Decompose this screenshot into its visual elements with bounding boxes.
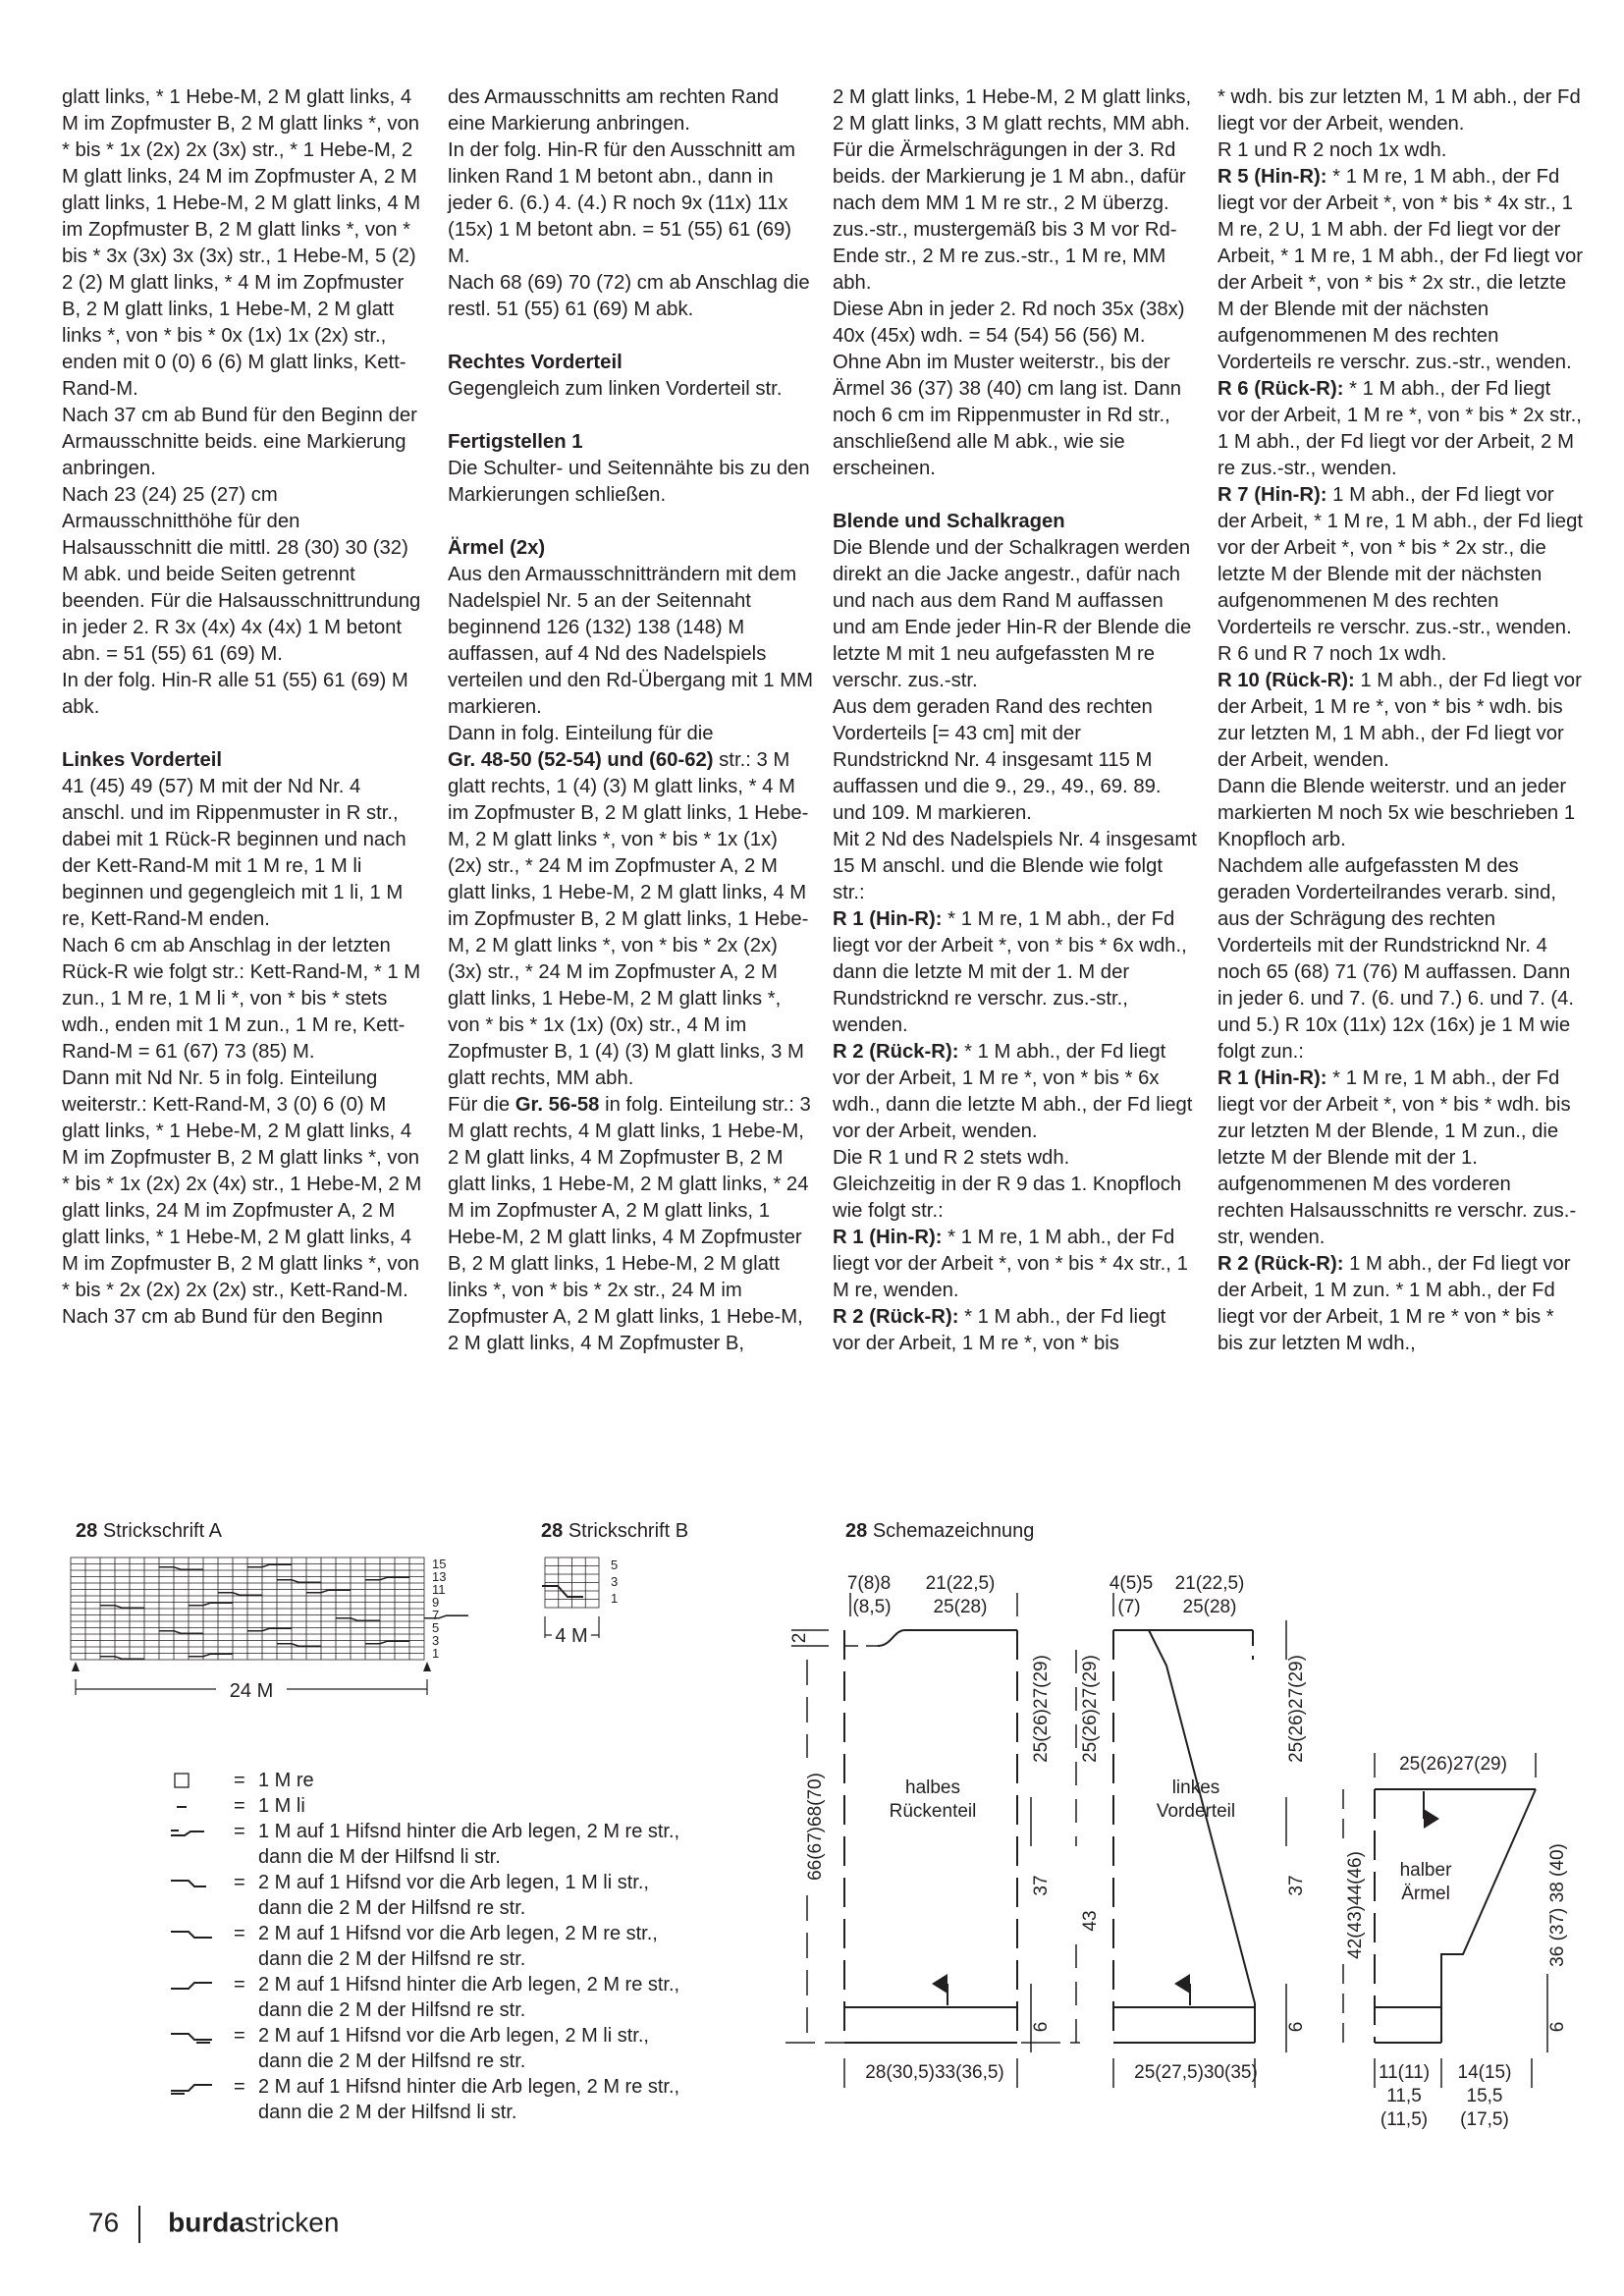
text-column-3 xyxy=(833,84,1198,1357)
cable-2-2-front-purl-icon xyxy=(165,2023,224,2049)
sleeve-bottom-b1: 14(15) xyxy=(1457,2062,1512,2083)
page-footer xyxy=(88,2206,339,2243)
paragraph: In der folg. Hin-R für den Ausschnitt am linken Rand 1 M betont abn., dann in jeder 6. (6.) 4. (4.) R noch 9x (11x) 11x (15x) 1 M betont abn. = 51 (55) 61 (69) M. xyxy=(448,139,795,267)
sleeve-bottom-a2: 11,5 xyxy=(1386,2086,1422,2106)
paragraph: Nach 37 cm ab Bund für den Beginn der Armausschnitte beids. eine Markierung anbringen. xyxy=(62,405,417,479)
paragraph: R 6 und R 7 noch 1x wdh. xyxy=(1218,643,1447,665)
chart-a-row-labels xyxy=(432,1557,446,1661)
paragraph: Gegengleich zum linken Vorderteil str. xyxy=(448,378,783,400)
row-label: 7 xyxy=(432,1608,440,1622)
text: in folg. Einteilung str.: 3 M glatt rechts, 4 M glatt links, 1 Hebe-M, 2 M glatt links, 4 M Zopfmuster B, 2 M glatt links, 1 Hebe-M, 2 M glatt links, * 24 M im Zopfmuster A, 2 M glatt links, 1 Hebe-M, 2 M glatt links, 4 M Zopfmuster B, 2 M glatt links, 1 Hebe-M, 2 M glatt links *, von * bis * 2x str., 24 M im Zopfmuster A, 2 M glatt links, 1 Hebe-M, 2 M glatt links, 4 M Zopfmuster B, xyxy=(448,1094,811,1354)
chart-b-title xyxy=(541,1520,688,1543)
paragraph: 41 (45) 49 (57) M mit der Nd Nr. 4 anschl. und im Rippenmuster in R str., dabei mit 1 Rück-R beginnen und nach der Kett-Rand-M mit 1 M re, 1 M li beginnen und gegengleich mit 1 li, 1 M re, Kett-Rand-M enden. xyxy=(62,776,406,930)
paragraph: Mit 2 Nd des Nadelspiels Nr. 4 insgesamt 15 M anschl. und die Blende wie folgt str.: xyxy=(833,829,1197,903)
paragraph: Aus den Armausschnitträndern mit dem Nadelspiel Nr. 5 an der Seitennaht beginnend 126 (132) 138 (148) M auffassen, auf 4 Nd des Nadelspiels verteilen und den Rd-Übergang mit 1 MM markieren. xyxy=(448,564,814,718)
brand-rest: stricken xyxy=(244,2207,340,2238)
row-label: 3 xyxy=(432,1633,440,1648)
text: Für die xyxy=(448,1094,515,1116)
front-width: 25(27,5)30(35) xyxy=(1134,2062,1258,2083)
figure-title: Schemazeichnung xyxy=(872,1520,1035,1542)
paragraph: Nach 6 cm ab Anschlag in der letzten Rück-R wie folgt str.: Kett-Rand-M, * 1 M zun., 1 M re, 1 M li *, von * bis * stets wdh., enden mit 1 M zun., 1 M re, Kett-Rand-M = 61 (67) 73 (85) M. xyxy=(62,935,421,1063)
figure-number: 28 xyxy=(845,1520,868,1542)
paragraph: Nach 68 (69) 70 (72) cm ab Anschlag die restl. 51 (55) 61 (69) M abk. xyxy=(448,272,810,320)
legend-equals: = xyxy=(234,1923,245,1944)
legend-equals: = xyxy=(234,1795,245,1817)
text: * 1 M re, 1 M abh., der Fd liegt vor der Arbeit *, von * bis * 6x wdh., dann die letzte M mit der 1. M der Rundstricknd re verschr. zus.-str., wenden. xyxy=(833,908,1187,1036)
chart-b-row-labels xyxy=(611,1558,618,1606)
back-label-2: Rückenteil xyxy=(889,1801,977,1822)
sleeve-bottom-a3: (11,5) xyxy=(1380,2109,1429,2130)
text: * 1 M abh., der Fd liegt vor der Arbeit, 1 M re *, von * bis * 6x wdh., dann die letzte M abh., der Fd liegt vor der Arbeit, wenden. xyxy=(833,1041,1193,1142)
cable-2-2-front-icon xyxy=(165,1921,224,1946)
paragraph: Dann die Blende weiterstr. und an jeder markierten M noch 5x wie beschrieben 1 Knopfloch arb. xyxy=(1218,776,1576,850)
row-label: R 6 (Rück-R): xyxy=(1218,378,1344,400)
paragraph xyxy=(448,721,813,1092)
text-column-1 xyxy=(62,84,427,1331)
paragraph: Nachdem alle aufgefassten M des geraden Vorderteilrandes verarb. sind, aus der Schrägung des rechten Vorderteils mit der Rundstricknd Nr. 4 noch 65 (68) 71 (76) M auffassen. Dann in jeder 6. und 7. (6. und 7.) 6. und 7. (4. und 5.) R 10x (11x) 12x (16x) je 1 M wie folgt zun.: xyxy=(1218,855,1575,1063)
arrow-up-icon xyxy=(423,1662,431,1671)
front-armhole-right: 25(26)27(29) xyxy=(1286,1655,1307,1763)
front-label-1: linkes xyxy=(1171,1777,1220,1798)
paragraph: Gleichzeitig in der R 9 das 1. Knopfloch wie folgt str.: xyxy=(833,1174,1182,1222)
cable-symbol xyxy=(306,1590,351,1593)
legend-text: 2 M auf 1 Hifsnd vor die Arb legen, 1 M li str., dann die 2 M der Hilfsnd re str. xyxy=(258,1872,649,1919)
cable-symbol xyxy=(277,1580,321,1583)
paragraph: * wdh. bis zur letzten M, 1 M abh., der Fd liegt vor der Arbeit, wenden. xyxy=(1218,86,1581,135)
row-label: 13 xyxy=(432,1569,447,1584)
paragraph: 2 M glatt links, 1 Hebe-M, 2 M glatt links, 2 M glatt links, 3 M glatt rechts, MM abh. xyxy=(833,86,1192,135)
chart-a xyxy=(59,1552,471,1709)
paragraph xyxy=(448,1092,813,1357)
text: * 1 M re, 1 M abh., der Fd liegt vor der Arbeit *, von * bis * wdh. bis zur letzten M der Blende, 1 M zun., die letzte M der Blende mit der 1. aufgenommenen M des vorderen rechten Halsausschnitts re verschr. zus.-str, wenden. xyxy=(1218,1067,1577,1248)
paragraph xyxy=(833,1304,1198,1357)
paragraph xyxy=(833,906,1198,1039)
cable-1-2-back-icon xyxy=(165,1819,224,1844)
back-outline xyxy=(878,1630,1017,1646)
row-label: R 10 (Rück-R): xyxy=(1218,670,1355,691)
front-shoulder-b: (7) xyxy=(1117,1597,1141,1617)
cable-symbol xyxy=(189,1603,233,1606)
back-shoulder-a: 7(8)8 xyxy=(846,1573,892,1594)
text-column-2 xyxy=(448,84,813,1357)
front-armhole-left: 25(26)27(29) xyxy=(1080,1655,1101,1763)
cable-symbol xyxy=(247,1564,292,1567)
section-heading: Rechtes Vorderteil xyxy=(448,352,623,373)
text: * 1 M re, 1 M abh., der Fd liegt vor der Arbeit *, von * bis * 4x str., 1 M re, wenden. xyxy=(833,1227,1188,1301)
row-label: R 7 (Hin-R): xyxy=(1218,484,1327,506)
chart-a-width-label: 24 M xyxy=(229,1680,274,1702)
cable-symbol xyxy=(159,1567,203,1570)
cable-symbol xyxy=(424,1615,468,1618)
brand-bold: burda xyxy=(168,2207,244,2238)
paragraph: Die Schulter- und Seitennähte bis zu den Markierungen schließen. xyxy=(448,458,810,506)
section-heading: Linkes Vorderteil xyxy=(62,749,223,771)
cable-symbol xyxy=(189,1654,233,1657)
size-label: Gr. 48-50 (52-54) und (60-62) xyxy=(448,749,714,771)
paragraph xyxy=(1218,482,1583,641)
row-label: R 2 (Rück-R): xyxy=(833,1306,959,1328)
paragraph: Ohne Abn im Muster weiterstr., bis der Ärmel 36 (37) 38 (40) cm lang ist. Dann noch 6 cm im Rippenmuster in Rd str., anschließend alle M abk., wie sie erscheinen. xyxy=(833,352,1182,479)
text: * 1 M re, 1 M abh., der Fd liegt vor der Arbeit *, von * bis * 4x str., 1 M re, 2 U, 1 M abh. der Fd liegt vor der Arbeit, * 1 M re, 1 M abh., der Fd liegt vor der Arbeit *, von * bis * 2x str., die letzte M der Blende mit der nächsten aufgenommenen M des rechten Vorderteils re verschr. zus.-str., wenden. xyxy=(1218,166,1583,373)
size-label: Gr. 56-58 xyxy=(514,1094,600,1116)
back-total: 66(67)68(70) xyxy=(805,1773,826,1881)
sleeve-edge xyxy=(1441,1789,1536,2043)
front-piece xyxy=(1113,1630,1255,2043)
section-heading: Ärmel (2x) xyxy=(448,537,546,559)
figure-title: Strickschrift B xyxy=(568,1520,689,1542)
legend-equals: = xyxy=(234,2076,245,2098)
sleeve-piece xyxy=(1375,1789,1536,2043)
sleeve-bottom-a1: 11(11) xyxy=(1378,2062,1431,2083)
legend-equals: = xyxy=(234,1974,245,1995)
sleeve-label-2: Ärmel xyxy=(1401,1884,1450,1904)
row-label: 5 xyxy=(611,1558,619,1572)
cable-symbol xyxy=(247,1628,292,1631)
back-body: 37 xyxy=(1031,1875,1052,1896)
front-total: 43 xyxy=(1080,1910,1101,1932)
front-body: 37 xyxy=(1286,1875,1307,1896)
figure-number: 28 xyxy=(76,1520,98,1542)
back-label-1: halbes xyxy=(905,1777,960,1798)
chart-b xyxy=(538,1552,656,1650)
purl-stitch-icon xyxy=(165,1793,224,1819)
paragraph: R 1 und R 2 noch 1x wdh. xyxy=(1218,139,1447,161)
paragraph xyxy=(833,1039,1198,1145)
sleeve-bottom-b2: 15,5 xyxy=(1466,2086,1503,2106)
legend-equals: = xyxy=(234,2025,245,2047)
chart-b-grid xyxy=(545,1558,599,1608)
paragraph xyxy=(833,1225,1198,1304)
cable-symbol xyxy=(542,1586,583,1597)
cable-symbol xyxy=(100,1657,144,1660)
cable-symbol xyxy=(100,1606,144,1609)
sleeve-top: 25(26)27(29) xyxy=(1399,1754,1507,1775)
text: * 1 M abh., der Fd liegt vor der Arbeit, 1 M re *, von * bis xyxy=(833,1306,1166,1354)
row-label: 5 xyxy=(432,1620,440,1635)
paragraph xyxy=(1218,1251,1583,1357)
chart-b-width-label: 4 M xyxy=(555,1625,588,1647)
row-label: 9 xyxy=(432,1595,440,1610)
legend-text: 1 M li xyxy=(258,1795,305,1817)
chart-a-title xyxy=(76,1520,222,1543)
front-label-2: Vorderteil xyxy=(1156,1801,1236,1822)
text: * 1 M abh., der Fd liegt vor der Arbeit, 1 M re *, von * bis * 2x str., 1 M abh., der Fd liegt vor der Arbeit, 2 M re zus.-str., wenden. xyxy=(1218,378,1582,479)
back-armhole: 25(26)27(29) xyxy=(1031,1655,1052,1763)
front-rib: 6 xyxy=(1286,2021,1307,2033)
paragraph xyxy=(1218,164,1583,376)
front-edge xyxy=(1149,1630,1255,2043)
paragraph: des Armausschnitts am rechten Rand eine Markierung anbringen. xyxy=(448,86,780,135)
row-label: R 2 (Rück-R): xyxy=(1218,1253,1344,1275)
row-label: 11 xyxy=(432,1582,446,1597)
paragraph: Diese Abn in jeder 2. Rd noch 35x (38x) 40x (45x) wdh. = 54 (54) 56 (56) M. xyxy=(833,299,1185,347)
row-label: 1 xyxy=(611,1591,619,1606)
legend-text: 2 M auf 1 Hifsnd hinter die Arb legen, 2 M re str., dann die 2 M der Hilfsnd re str. xyxy=(258,1974,680,2021)
back-piece xyxy=(844,1630,1017,2043)
paragraph: Nach 37 cm ab Bund für den Beginn xyxy=(62,1306,383,1328)
paragraph: Für die Ärmelschrägungen in der 3. Rd beids. der Markierung je 1 M abn., dafür nach dem MM 1 M re str., 2 M überzg. zus.-str., mustergemäß bis 3 M vor Rd-Ende str., 2 M re zus.-str., 1 M re, MM abh. xyxy=(833,139,1186,294)
cable-2-2-back-purl-icon xyxy=(165,2074,224,2100)
row-label: 3 xyxy=(611,1574,619,1589)
cable-symbol xyxy=(277,1644,321,1647)
legend-text: 2 M auf 1 Hifsnd vor die Arb legen, 2 M re str., dann die 2 M der Hilfsnd re str. xyxy=(258,1923,658,1970)
legend-text: 1 M re xyxy=(258,1770,314,1791)
paragraph xyxy=(1218,668,1583,774)
knit-stitch-icon xyxy=(165,1768,224,1793)
front-neck-a: 21(22,5) xyxy=(1174,1573,1245,1594)
arrow-up-icon xyxy=(72,1662,80,1671)
legend-text: 1 M auf 1 Hifsnd hinter die Arb legen, 2 M re str., dann die M der Hilfsnd li str. xyxy=(258,1821,680,1868)
back-neck-a: 21(22,5) xyxy=(925,1573,996,1594)
cable-symbol xyxy=(365,1641,409,1644)
paragraph xyxy=(1218,1066,1583,1251)
row-label: 1 xyxy=(432,1646,440,1661)
row-label: R 5 (Hin-R): xyxy=(1218,166,1327,188)
sleeve-bottom-b3: (17,5) xyxy=(1460,2109,1509,2130)
back-rib: 6 xyxy=(1031,2021,1052,2033)
row-label: 15 xyxy=(432,1557,447,1571)
paragraph: Dann mit Nd Nr. 5 in folg. Einteilung weiterstr.: Kett-Rand-M, 3 (0) 6 (0) M glatt links, * 1 Hebe-M, 2 M glatt links, 4 M im Zopfmuster B, 2 M glatt links *, von * bis * 1x (2x) 2x (4x) str., 1 Hebe-M, 2 M glatt links, 24 M im Zopfmuster A, 2 M glatt links, * 1 Hebe-M, 2 M glatt links, 4 M im Zopfmuster B, 2 M glatt links *, von * bis * 2x (2x) 2x (2x) str., Kett-Rand-M. xyxy=(62,1067,422,1301)
magazine-brand xyxy=(168,2207,339,2237)
row-label: R 1 (Hin-R): xyxy=(1218,1067,1327,1089)
sleeve-length: 36 (37) 38 (40) xyxy=(1547,1843,1568,1967)
text: str.: 3 M glatt rechts, 1 (4) (3) M glatt links, * 4 M im Zopfmuster B, 2 M glatt links, 1 Hebe-M, 2 M glatt links *, von * bis * 1x (1x) (2x) str., * 24 M im Zopfmuster A, 2 M glatt links, 1 Hebe-M, 2 M glatt links, 4 M im Zopfmuster B, 2 M glatt links, 1 Hebe-M, 2 M glatt links *, von * bis * 2x (2x) (3x) str., * 24 M im Zopfmuster A, 2 M glatt links, 1 Hebe-M, 2 M glatt links *, von * bis * 1x (1x) (0x) str., 4 M im Zopfmuster B, 1 (4) (3) M glatt links, 3 M glatt rechts, MM abh. xyxy=(448,749,809,1089)
legend-equals: = xyxy=(234,1872,245,1893)
sleeve-total: 42(43)44(46) xyxy=(1345,1851,1366,1959)
sleeve-label-1: halber xyxy=(1399,1860,1452,1881)
page-number: 76 xyxy=(88,2207,120,2238)
front-shoulder-a: 4(5)5 xyxy=(1109,1573,1154,1594)
section-heading: Fertigstellen 1 xyxy=(448,431,583,453)
chart-a-grid xyxy=(71,1558,468,1660)
figure-title: Strickschrift A xyxy=(102,1520,222,1542)
text: 1 M abh., der Fd liegt vor der Arbeit, 1 M zun. * 1 M abh., der Fd liegt vor der Arbeit, 1 M re * von * bis * bis zur letzten M wdh., xyxy=(1218,1253,1571,1354)
text: 1 M abh., der Fd liegt vor der Arbeit, * 1 M re, 1 M abh., der Fd liegt vor der Arbeit *, von * bis * 2x str., die letzte M der Blende mit der nächsten aufgenommenen M des rechten Vorderteils re verschr. zus.-str., wenden. xyxy=(1218,484,1583,638)
text: Dann in folg. Einteilung für die xyxy=(448,723,714,744)
front-neck-b: 25(28) xyxy=(1182,1597,1237,1617)
cable-symbol xyxy=(336,1618,380,1621)
cable-symbol xyxy=(218,1593,262,1596)
legend-text: 2 M auf 1 Hifsnd hinter die Arb legen, 2 M re str., dann die 2 M der Hilfsnd li str. xyxy=(258,2076,680,2123)
back-width: 28(30,5)33(36,5) xyxy=(865,2062,1004,2083)
row-label: R 2 (Rück-R): xyxy=(833,1041,959,1063)
paragraph: glatt links, * 1 Hebe-M, 2 M glatt links, 4 M im Zopfmuster B, 2 M glatt links *, von * bis * 1x (2x) 2x (3x) str., * 1 Hebe-M, 2 M glatt links, 24 M im Zopfmuster A, 2 M glatt links, 1 Hebe-M, 2 M glatt links, 4 M im Zopfmuster B, 2 M glatt links *, von * bis * 3x (3x) 3x (3x) str., 1 Hebe-M, 5 (2) 2 (2) M glatt links, * 4 M im Zopfmuster B, 2 M glatt links, 1 Hebe-M, 2 M glatt links *, von * bis * 0x (1x) 1x (2x) str., enden mit 0 (0) 6 (6) M glatt links, Kett-Rand-M. xyxy=(62,86,421,400)
back-neck-b: 25(28) xyxy=(933,1597,988,1617)
legend-text: 2 M auf 1 Hifsnd vor die Arb legen, 2 M li str., dann die 2 M der Hilfsnd re str. xyxy=(258,2025,649,2072)
legend-equals: = xyxy=(234,1821,245,1842)
sleeve-rib: 6 xyxy=(1547,2021,1568,2033)
schema-drawing xyxy=(785,1561,1571,2151)
legend-equals: = xyxy=(234,1770,245,1791)
row-label: R 1 (Hin-R): xyxy=(833,1227,943,1248)
paragraph xyxy=(1218,376,1583,482)
figure-number: 28 xyxy=(541,1520,564,1542)
paragraph: Nach 23 (24) 25 (27) cm Armausschnitthöhe für den Halsausschnitt die mittl. 28 (30) 30 (32) M abk. und beide Seiten getrennt beenden. Für die Halsausschnittrundung in jeder 2. R 3x (4x) 4x (4x) 1 M betont abn. = 51 (55) 61 (69) M. xyxy=(62,484,421,665)
cable-2-2-back-icon xyxy=(165,1972,224,1997)
section-heading: Blende und Schalkragen xyxy=(833,511,1065,532)
cable-symbol xyxy=(365,1577,409,1580)
schema-title xyxy=(845,1520,1034,1543)
paragraph: Die R 1 und R 2 stets wdh. xyxy=(833,1147,1070,1169)
paragraph: Aus dem geraden Rand des rechten Vorderteils [= 43 cm] mit der Rundstricknd Nr. 4 insgesamt 115 M auffassen und die 9., 29., 49., 69. 89. und 109. M markieren. xyxy=(833,696,1162,824)
footer-divider xyxy=(138,2206,140,2243)
paragraph: In der folg. Hin-R alle 51 (55) 61 (69) M abk. xyxy=(62,670,408,718)
cable-symbol xyxy=(159,1631,203,1634)
back-shoulder-b: (8,5) xyxy=(852,1597,892,1617)
cable-2-1-front-icon xyxy=(165,1870,224,1895)
text-column-4 xyxy=(1218,84,1583,1357)
paragraph: Die Blende und der Schalkragen werden direkt an die Jacke angestr., dafür nach und nach aus dem Rand M auffassen und am Ende jeder Hin-R der Blende die letzte M mit 1 neu aufgefassten M re verschr. zus.-str. xyxy=(833,537,1192,691)
text: 1 M abh., der Fd liegt vor der Arbeit, 1 M re *, von * bis * wdh. bis zur letzten M, 1 M abh., der Fd liegt vor der Arbeit, wenden. xyxy=(1218,670,1582,771)
back-drop: 2 xyxy=(789,1632,810,1644)
row-label: R 1 (Hin-R): xyxy=(833,908,943,930)
